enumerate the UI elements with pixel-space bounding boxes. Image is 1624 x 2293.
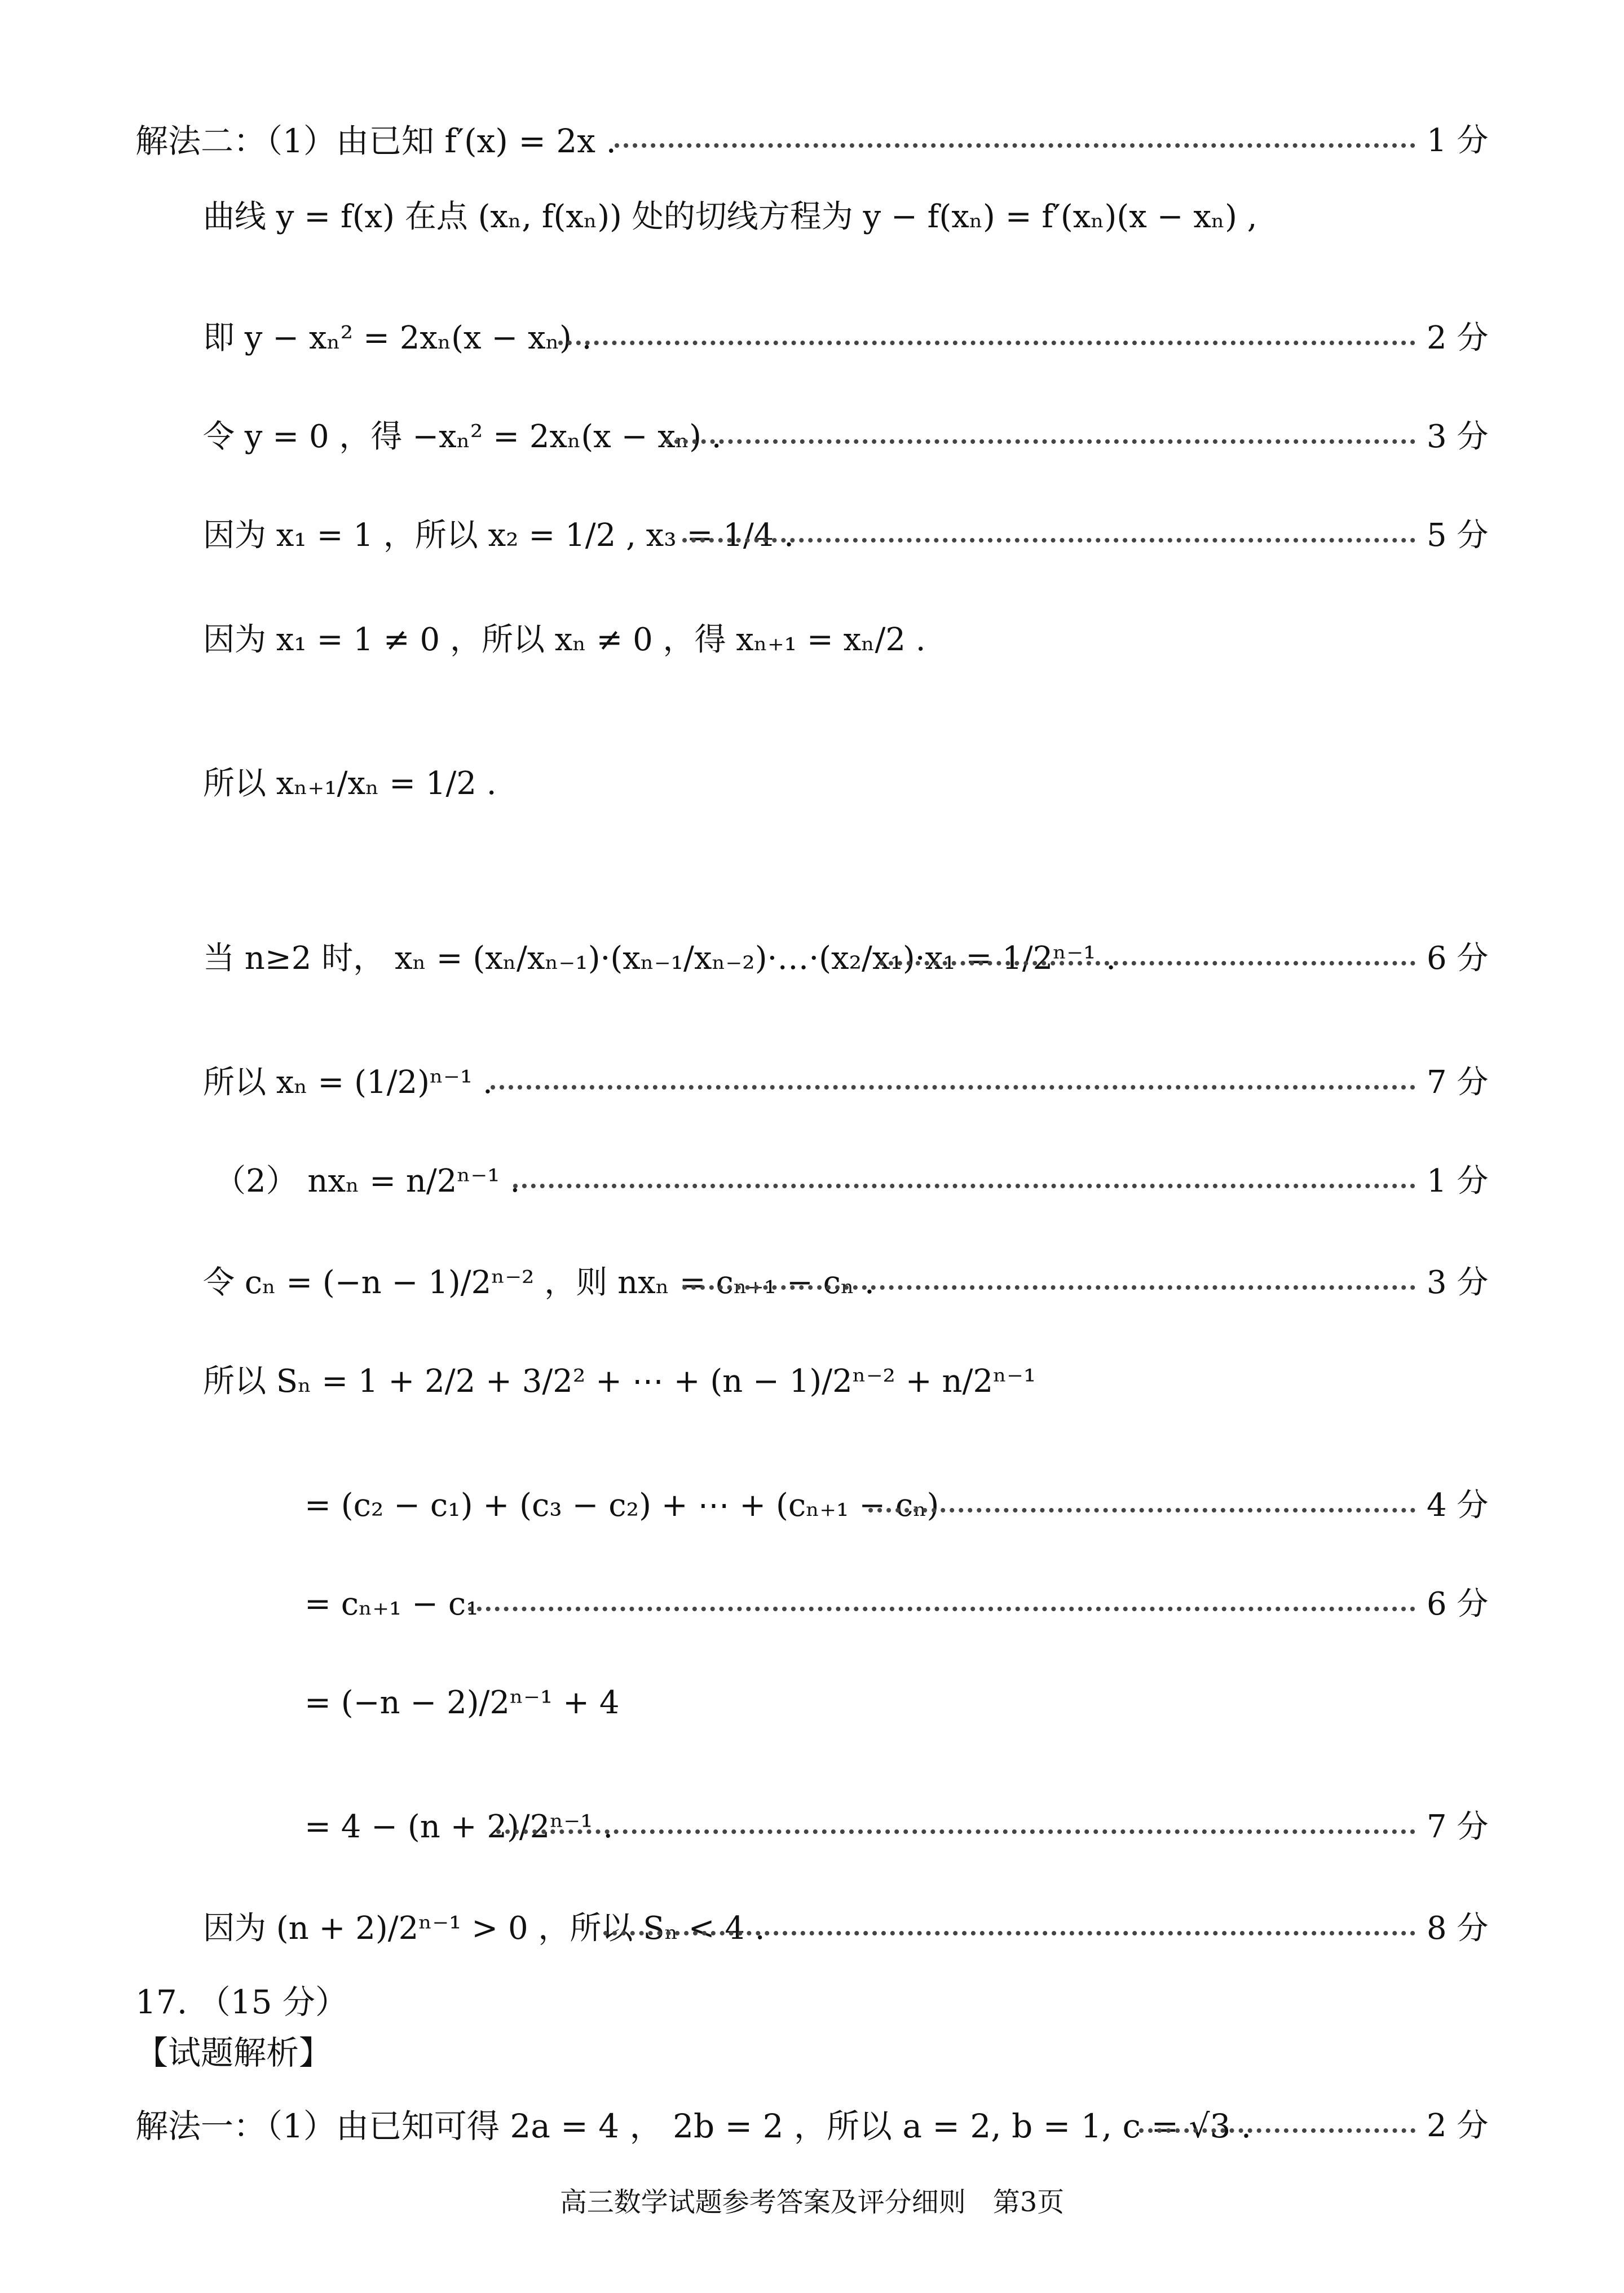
score-leader (558, 341, 1415, 345)
score-leader (468, 1607, 1415, 1611)
score-leader (615, 143, 1415, 148)
score-leader (880, 961, 1415, 965)
step-sum-line (0, 1348, 1624, 1416)
step-eq-line (0, 305, 1624, 372)
score-label: 6 分 (1427, 940, 1489, 977)
score-leader (868, 1508, 1415, 1513)
step-product-line (0, 925, 1624, 993)
step-tele-line (0, 1472, 1624, 1540)
step-product: 当 n≥2 时， xₙ = (xₙ/xₙ₋₁)·(xₙ₋₁/xₙ₋₂)·…·(x₂/x₁)·x₁ = 1/2ⁿ⁻¹ . (203, 940, 1116, 977)
score-leader (496, 1829, 1415, 1834)
step-cn: 令 cₙ = (−n − 1)/2ⁿ⁻² ，则 nxₙ = cₙ₊₁ − cₙ . (203, 1264, 875, 1301)
score-label: 1 分 (1427, 1163, 1489, 1200)
score-label: 2 分 (1427, 2107, 1489, 2144)
part2-line (0, 1148, 1624, 1215)
solution2-title: 解法二：（1）由已知 f′(x) = 2x . (135, 122, 616, 160)
step-final-line (0, 1793, 1624, 1861)
score-leader (665, 439, 1415, 444)
step-conclude: 因为 (n + 2)/2ⁿ⁻¹ > 0 ，所以 Sₙ < 4 . (203, 1910, 765, 1947)
step-diff: = cₙ₊₁ − c₁ (304, 1586, 479, 1622)
step-eq: 即 y − xₙ² = 2xₙ(x − xₙ) . (203, 320, 592, 356)
solution2-title-line (0, 107, 1624, 175)
score-label: 8 分 (1427, 1910, 1489, 1947)
step-x1-line (0, 502, 1624, 570)
tangent-line (0, 183, 1624, 251)
score-label: 6 分 (1427, 1586, 1489, 1622)
score-leader (603, 1931, 1415, 1935)
step-nonzero-line (0, 606, 1624, 674)
score-leader (513, 1184, 1415, 1188)
score-label: 5 分 (1427, 517, 1489, 554)
step-ratio-line (0, 750, 1624, 818)
tangent-equation: 曲线 y = f(x) 在点 (xₙ, f(xₙ)) 处的切线方程为 y − f(xₙ) = f′(xₙ)(x − xₙ) , (203, 199, 1257, 235)
step-conclude-line (0, 1895, 1624, 1963)
score-label: 3 分 (1427, 418, 1489, 455)
step-frac: = (−n − 2)/2ⁿ⁻¹ + 4 (304, 1685, 620, 1721)
score-label: 7 分 (1427, 1809, 1489, 1845)
score-label: 1 分 (1427, 122, 1489, 159)
score-label: 7 分 (1427, 1064, 1489, 1101)
step-nonzero: 因为 x₁ = 1 ≠ 0 ，所以 xₙ ≠ 0 ，得 xₙ₊₁ = xₙ/2 . (203, 621, 926, 658)
step-y0-line (0, 403, 1624, 471)
step-tele: = (c₂ − c₁) + (c₃ − c₂) + ⋯ + (cₙ₊₁ − cₙ) (304, 1487, 939, 1524)
q17-analysis-line (0, 2019, 1624, 2087)
q17-solution1: 解法一：（1）由已知可得 2a = 4 ， 2b = 2 ，所以 a = 2, b = 1, c = √3 . (135, 2107, 1252, 2145)
step-sum: 所以 Sₙ = 1 + 2/2 + 3/2² + ⋯ + (n − 1)/2ⁿ⁻² + n/2ⁿ⁻¹ (203, 1363, 1036, 1400)
step-general: 所以 xₙ = (1/2)ⁿ⁻¹ . (203, 1064, 493, 1101)
step-y0: 令 y = 0 ，得 −xₙ² = 2xₙ(x − xₙ) . (203, 418, 722, 455)
score-leader (682, 538, 1415, 543)
score-label: 4 分 (1427, 1487, 1489, 1524)
score-leader (1139, 2128, 1415, 2133)
score-leader (682, 1285, 1415, 1290)
score-label: 3 分 (1427, 1264, 1489, 1301)
q17-number: 17. （15 分） (135, 1983, 348, 2021)
step-final: = 4 − (n + 2)/2ⁿ⁻¹ . (304, 1809, 614, 1845)
step-x1: 因为 x₁ = 1 ，所以 x₂ = 1/2 , x₃ = 1/4 . (203, 517, 794, 554)
step-ratio: 所以 xₙ₊₁/xₙ = 1/2 . (203, 765, 497, 802)
q17-analysis-heading: 【试题解析】 (135, 2034, 332, 2072)
part2: （2） nxₙ = n/2ⁿ⁻¹ . (214, 1163, 520, 1200)
page-footer: 高三数学试题参考答案及评分细则 第3页 (559, 2186, 1065, 2218)
step-diff-line (0, 1571, 1624, 1638)
step-general-line (0, 1049, 1624, 1117)
step-cn-line (0, 1249, 1624, 1317)
step-frac-line (0, 1669, 1624, 1737)
score-label: 2 分 (1427, 320, 1489, 356)
q17-solution1-line (0, 2092, 1624, 2160)
score-leader (491, 1085, 1415, 1090)
